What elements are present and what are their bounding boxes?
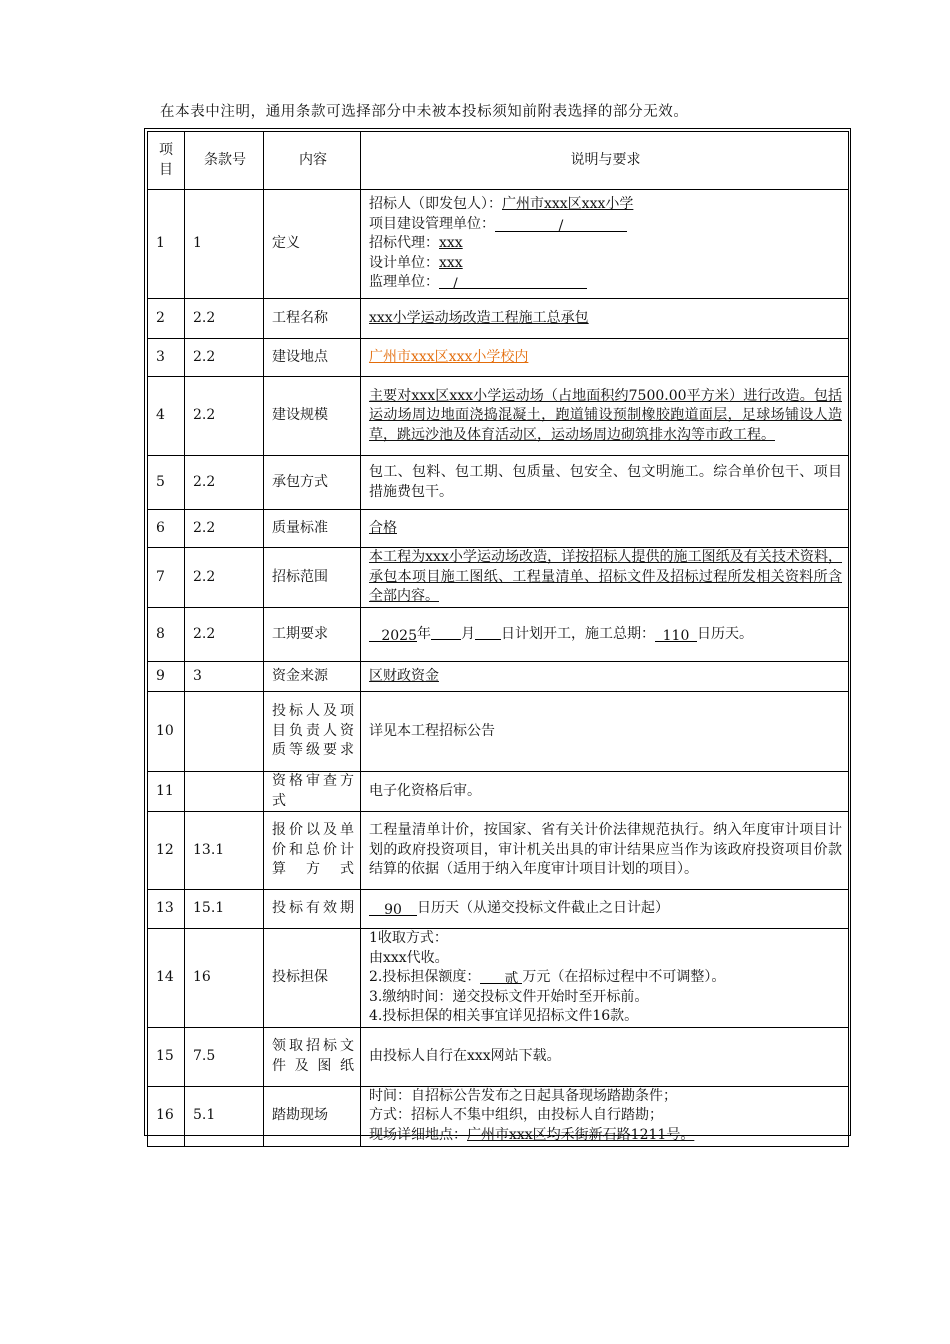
agent-label: 招标代理：: [369, 235, 439, 252]
table-row: [148, 377, 849, 456]
table-row: [148, 548, 849, 608]
row-desc: [361, 377, 849, 456]
row-clause: [185, 772, 264, 812]
visit-time: 时间：自招标公告发布之日起具备现场踏勘条件；: [369, 1087, 677, 1104]
intro-note: 在本表中注明，通用条款可选择部分中未被本投标须知前附表选择的部分无效。: [160, 104, 689, 120]
row-no: 13: [148, 890, 185, 929]
site-location: 广州市xxx区xxx小学校内: [369, 348, 529, 365]
row-clause: 7.5: [185, 1027, 264, 1086]
header-item: 内容: [264, 132, 361, 190]
row-clause: 2.2: [185, 377, 264, 456]
agent-value: xxx: [439, 235, 463, 252]
row-desc: [361, 929, 849, 1028]
row-item: 投标人及项目负责人资质等级要求: [264, 692, 361, 772]
row-clause: 2.2: [185, 456, 264, 510]
row-desc: [361, 548, 849, 608]
table-row: [148, 890, 849, 929]
row-no: 7: [148, 548, 185, 608]
row-clause: 2.2: [185, 339, 264, 377]
validity-text: 日历天（从递交投标文件截止之日计起）: [417, 900, 669, 917]
table-row: [148, 299, 849, 339]
row-item: 投标有效期: [264, 890, 361, 929]
fund-source: 区财政资金: [369, 667, 439, 684]
header-no: 项目: [148, 132, 185, 190]
row-desc: [361, 1086, 849, 1146]
scope-text: 本工程为xxx小学运动场改造，详按招标人提供的施工图纸及有关技术资料，承包本项目施工图纸、工程量清单、招标文件及招标过程所发相关资料所含全部内容。: [369, 549, 842, 605]
visit-address-label: 现场详细地点：: [369, 1126, 467, 1143]
row-desc: 详见本工程招标公告: [361, 692, 849, 772]
row-desc: [361, 190, 849, 299]
row-desc: [361, 662, 849, 692]
mgmt-value: /: [495, 217, 627, 232]
guarantee-line-1: 1收取方式：: [369, 930, 448, 946]
unit-text: 日历天。: [697, 625, 753, 642]
table-row: [148, 339, 849, 377]
table-row: [148, 190, 849, 299]
guarantee-line-5: 4.投标担保的相关事宜详见招标文件16款。: [369, 1008, 639, 1024]
owner-label: 招标人（即发包人）：: [369, 196, 502, 213]
row-item: 招标范围: [264, 548, 361, 608]
row-item: 资金来源: [264, 662, 361, 692]
guarantee-amount-label: 2.投标担保额度：: [369, 969, 481, 985]
row-desc: [361, 890, 849, 929]
row-no: 6: [148, 510, 185, 548]
table-row: [148, 510, 849, 548]
row-no: 11: [148, 772, 185, 812]
row-item: 承包方式: [264, 456, 361, 510]
row-desc: [361, 608, 849, 662]
row-item: 投标担保: [264, 929, 361, 1028]
guarantee-amount-unit: 万元（在招标过程中不可调整）。: [522, 969, 726, 985]
row-clause: 3: [185, 662, 264, 692]
header-clause: 条款号: [185, 132, 264, 190]
row-item: 质量标准: [264, 510, 361, 548]
row-clause: [185, 692, 264, 772]
guarantee-line-2: 由xxx代收。: [369, 949, 449, 966]
table-row: [148, 456, 849, 510]
row-clause: 16: [185, 929, 264, 1028]
row-no: 14: [148, 929, 185, 1028]
row-item: 工程名称: [264, 299, 361, 339]
table-header-row: [148, 132, 849, 190]
row-item: 建设地点: [264, 339, 361, 377]
start-day: [475, 625, 501, 640]
start-year: 2025: [369, 627, 417, 642]
row-no: 15: [148, 1027, 185, 1086]
table-row: [148, 662, 849, 692]
tender-requirements-table: [147, 131, 849, 1147]
row-item: 建设规模: [264, 377, 361, 456]
row-clause: 5.1: [185, 1086, 264, 1146]
row-item: 工期要求: [264, 608, 361, 662]
row-no: 12: [148, 812, 185, 890]
table-row: [148, 772, 849, 812]
design-value: xxx: [439, 254, 463, 271]
row-desc: 由投标人自行在xxx网站下载。: [361, 1027, 849, 1086]
table-row: [148, 608, 849, 662]
row-no: 5: [148, 456, 185, 510]
row-clause: 15.1: [185, 890, 264, 929]
row-desc: [361, 339, 849, 377]
row-no: 8: [148, 608, 185, 662]
row-item: 定义: [264, 190, 361, 299]
month-text: 月: [461, 625, 475, 642]
row-clause: 2.2: [185, 510, 264, 548]
row-no: 1: [148, 190, 185, 299]
table-row: [148, 929, 849, 1028]
row-no: 2: [148, 299, 185, 339]
table-row: [148, 812, 849, 890]
row-item: 报价以及单价和总价计算方式: [264, 812, 361, 890]
year-text: 年: [417, 625, 431, 642]
validity-days: 90: [369, 901, 417, 916]
row-clause: 2.2: [185, 608, 264, 662]
row-no: 4: [148, 377, 185, 456]
row-desc: 工程量清单计价，按国家、省有关计价法律规范执行。纳入年度审计项目计划的政府投资项目，审计机关出具的审计结果应当作为该政府投资项目价款结算的依据（适用于纳入年度审计项目计划的项目）。: [361, 812, 849, 890]
row-desc: [361, 510, 849, 548]
scale-text: 主要对xxx区xxx小学运动场（占地面积约7500.00平方米）进行改造。包括运动场周边地面浇捣混凝土，跑道铺设预制橡胶跑道面层，足球场铺设人造草，跳远沙池及体育活动区，运动场周边砌筑排水沟等市政工程。: [369, 387, 842, 443]
table-row: [148, 1086, 849, 1146]
row-desc: 包工、包料、包工期、包质量、包安全、包文明施工。综合单价包干、项目措施费包干。: [361, 456, 849, 510]
row-no: 9: [148, 662, 185, 692]
row-desc: 电子化资格后审。: [361, 772, 849, 812]
mgmt-label: 项目建设管理单位：: [369, 215, 495, 232]
row-no: 3: [148, 339, 185, 377]
visit-method: 方式：招标人不集中组织，由投标人自行踏勘；: [369, 1107, 663, 1124]
row-no: 10: [148, 692, 185, 772]
row-item: 踏勘现场: [264, 1086, 361, 1146]
day-text: 日计划开工，施工总期：: [501, 625, 655, 642]
row-desc: [361, 299, 849, 339]
owner-value: 广州市xxx区xxx小学: [502, 196, 634, 213]
start-month: [431, 625, 461, 640]
quality-standard: 合格: [369, 519, 397, 536]
guarantee-line-4: 3.缴纳时间：递交投标文件开始时至开标前。: [369, 988, 649, 1005]
row-clause: 2.2: [185, 548, 264, 608]
project-name: xxx小学运动场改造工程施工总承包: [369, 309, 589, 326]
row-item: 资格审查方式: [264, 772, 361, 812]
guarantee-amount: 贰: [480, 970, 522, 984]
supervisor-label: 监理单位：: [369, 274, 439, 291]
row-clause: 2.2: [185, 299, 264, 339]
table-row: [148, 692, 849, 772]
row-no: 16: [148, 1086, 185, 1146]
header-desc: 说明与要求: [361, 132, 849, 190]
duration-days: 110: [655, 627, 697, 642]
design-label: 设计单位：: [369, 254, 439, 271]
table-row: [148, 1027, 849, 1086]
row-clause: 13.1: [185, 812, 264, 890]
row-clause: 1: [185, 190, 264, 299]
row-item: 领取招标文件及图纸: [264, 1027, 361, 1086]
visit-address: 广州市xxx区均禾街新石路1211号。: [467, 1126, 695, 1143]
supervisor-value: /: [439, 275, 587, 289]
